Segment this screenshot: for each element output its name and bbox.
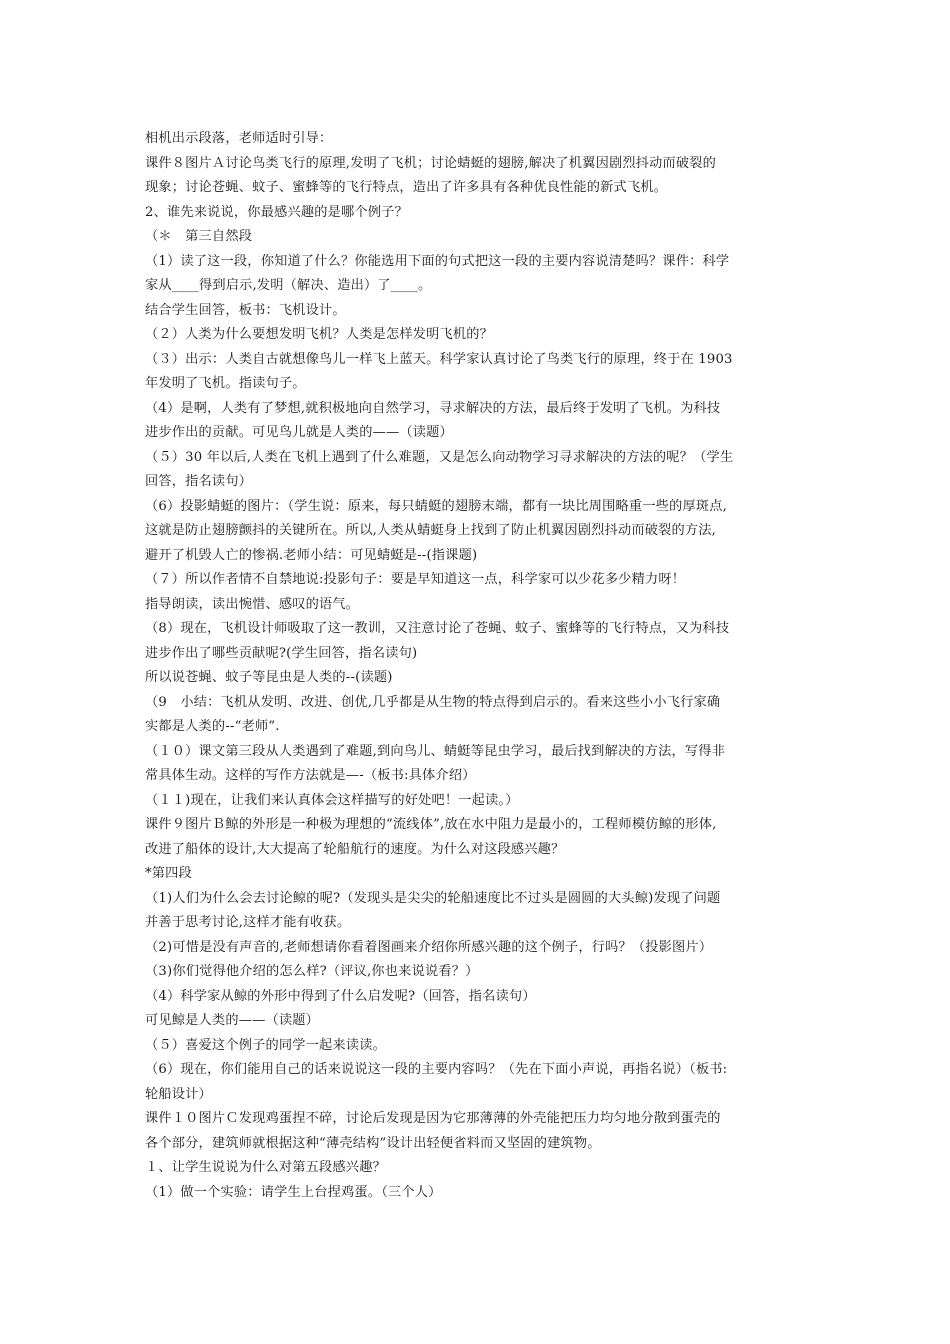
text-line: （1）读了这一段，你知道了什么？你能选用下面的句式把这一段的主要内容说清楚吗？课件：科学 xyxy=(145,253,730,269)
text-line: 2、谁先来说说，你最感兴趣的是哪个例子？ xyxy=(145,204,408,220)
document-body xyxy=(145,127,825,1205)
text-line: 结合学生回答，板书：飞机设计。 xyxy=(145,302,346,318)
text-line: 改进了船体的设计,大大提高了轮船航行的速度。为什么对这段感兴趣？ xyxy=(145,841,565,857)
text-line: （５）30 年以后,人类在飞机上遇到了什么难题，又是怎么向动物学习寻求解决的方法的呢？（学生 xyxy=(145,449,734,465)
text-line: 所以说苍蝇、蚊子等昆虫是人类的--(读题) xyxy=(145,670,393,685)
text-line: １、让学生说说为什么对第五段感兴趣？ xyxy=(145,1160,386,1175)
text-line: （３）出示：人类自古就想像鸟儿一样飞上蓝天。科学家认真讨论了鸟类飞行的原理，终于在 1903 xyxy=(145,351,733,367)
text-line: （２）人类为什么要想发明飞机？人类是怎样发明飞机的？ xyxy=(145,327,494,342)
text-line: （6）投影蜻蜓的图片：（学生说：原来，每只蜻蜓的翅膀末端，都有一块比周围略重一些的厚斑点, xyxy=(145,498,728,514)
text-line: 课件９图片Ｂ鲸的外形是一种极为理想的“流线体”,放在水中阻力是最小的，工程师模仿鲸的形体, xyxy=(145,817,717,832)
text-line: 轮船设计） xyxy=(145,1086,212,1102)
text-line: （4）是啊，人类有了梦想,就积极地向自然学习，寻求解决的方法，最后终于发明了飞机。为科技 xyxy=(145,400,721,416)
text-line: 年发明了飞机。指读句子。 xyxy=(145,376,306,391)
text-line: 课件８图片Ａ讨论鸟类飞行的原理,发明了飞机；讨论蜻蜓的翅膀,解决了机翼因剧烈抖动而破裂的 xyxy=(145,155,717,171)
text-line: （１０）课文第三段从人类遇到了难题,到向鸟儿、蜻蜓等昆虫学习，最后找到解决的方法，写得非 xyxy=(145,743,726,759)
text-line: （2)可惜是没有声音的,老师想请你看着图画来介绍你所感兴趣的这个例子，行吗？（投影图片） xyxy=(145,939,713,955)
text-line: 家从____得到启示,发明（解决、造出）了____。 xyxy=(145,278,432,293)
text-line: *第四段 xyxy=(145,866,192,881)
text-line: （１１)现在，让我们来认真体会这样描写的好处吧！一起读。） xyxy=(145,792,519,808)
text-line: 进步作出的贡献。可见鸟儿就是人类的——（读题） xyxy=(145,425,453,440)
text-line: （8）现在，飞机设计师吸取了这一教训，又注意讨论了苍蝇、蚊子、蜜蜂等的飞行特点，又为科技 xyxy=(145,621,730,636)
text-line: 相机出示段落，老师适时引导： xyxy=(145,131,333,146)
text-line: （4）科学家从鲸的外形中得到了什么启发呢?（回答，指名读句） xyxy=(145,988,536,1004)
text-line: 各个部分，建筑师就根据这种“薄壳结构”设计出轻便省料而又坚固的建筑物。 xyxy=(145,1135,601,1151)
text-line: 可见鲸是人类的——（读题） xyxy=(145,1013,320,1028)
text-line: （3)你们觉得他介绍的怎么样?（评议,你也来说说看？） xyxy=(145,964,479,979)
text-line: （1)人们为什么会去讨论鲸的呢?（发现头是尖尖的轮船速度比不过头是圆圆的大头鲸)发现了问题 xyxy=(145,890,721,906)
text-line: （1）做一个实验：请学生上台捏鸡蛋。（三个人） xyxy=(145,1184,442,1200)
text-line: （５）喜爱这个例子的同学一起来读读。 xyxy=(145,1037,386,1053)
text-line: 并善于思考讨论,这样才能有收获。 xyxy=(145,915,351,930)
text-line: 这就是防止翅膀颤抖的关键所在。所以,人类从蜻蜓身上找到了防止机翼因剧烈抖动而破裂的方法, xyxy=(145,523,717,538)
text-line: 课件１０图片Ｃ发现鸡蛋捏不碎，讨论后发现是因为它那薄薄的外壳能把压力均匀地分散到蛋壳的 xyxy=(145,1111,721,1126)
text-line: 实都是人类的--“老师”. xyxy=(145,719,280,734)
text-line: （6）现在，你们能用自己的话来说说这一段的主要内容吗？（先在下面小声说，再指名说）（板书: xyxy=(145,1062,728,1077)
text-line: （＊ 第三自然段 xyxy=(145,229,253,244)
text-line: 进步作出了哪些贡献呢?(学生回答，指名读句) xyxy=(145,645,418,661)
text-line: 现象；讨论苍蝇、蚊子、蜜蜂等的飞行特点，造出了许多具有各种优良性能的新式飞机。 xyxy=(145,180,668,195)
text-line: （9 小结：飞机从发明、改进、创优,几乎都是从生物的特点得到启示的。看来这些小小飞行家确 xyxy=(145,694,721,710)
text-line: （７）所以作者情不自禁地说:投影句子：要是早知道这一点，科学家可以少花多少精力呀！ xyxy=(145,572,686,587)
text-line: 常具体生动。这样的写作方法就是—-（板书:具体介绍） xyxy=(145,768,476,783)
text-line: 回答，指名读句） xyxy=(145,474,253,489)
text-line: 避开了机毁人亡的惨祸.老师小结：可见蜻蜓是--(指课题) xyxy=(145,547,478,563)
text-line: 指导朗读，读出惋惜、感叹的语气。 xyxy=(145,596,360,612)
